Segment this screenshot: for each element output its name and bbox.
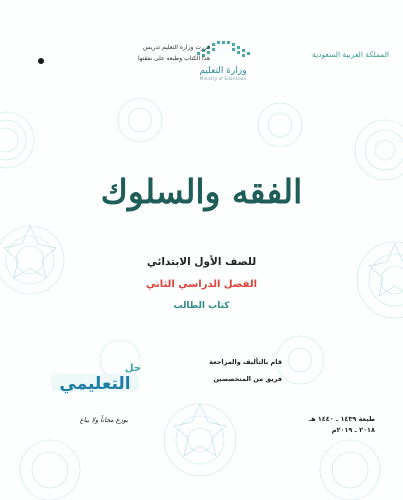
watermark-text: التعليمي: [59, 374, 131, 394]
decision-text: [50, 42, 210, 64]
watermark-logo: [45, 358, 145, 400]
edition-info: [275, 414, 375, 436]
grade-label: للصف الأول الابتدائي: [146, 256, 257, 268]
decision-line-1: قررت وزارة التعليم تدريس: [143, 44, 210, 51]
watermark-prefix: حل: [124, 363, 142, 374]
rights-notice: يوزع مجاناً ولا يباع: [79, 416, 128, 424]
book-type: كتاب الطالب: [173, 301, 230, 311]
credits: [172, 354, 282, 388]
ministry-name-en: Ministry of Education: [199, 76, 247, 81]
edition-line-2: ٢٠١٨ ـ ٢٠١٩م: [331, 426, 375, 434]
kingdom-name: المملكة العربية السعودية: [312, 50, 389, 59]
bullet-dot: [38, 58, 44, 64]
credits-line-2: فريق من المتخصصين: [213, 375, 282, 383]
edition-line-1: طبعة ١٤٣٩ ـ ١٤٤٠ هـ: [308, 415, 375, 423]
book-title: الفقه والسلوك: [100, 172, 303, 211]
decision-line-2: هذا الكتاب وطبعه على نفقتها: [137, 55, 210, 62]
credits-line-1: قام بالتأليف والمراجعة: [209, 358, 282, 366]
ministry-name: وزارة التعليم: [199, 66, 247, 76]
semester-label: الفصل الدراسي الثاني: [145, 279, 258, 290]
